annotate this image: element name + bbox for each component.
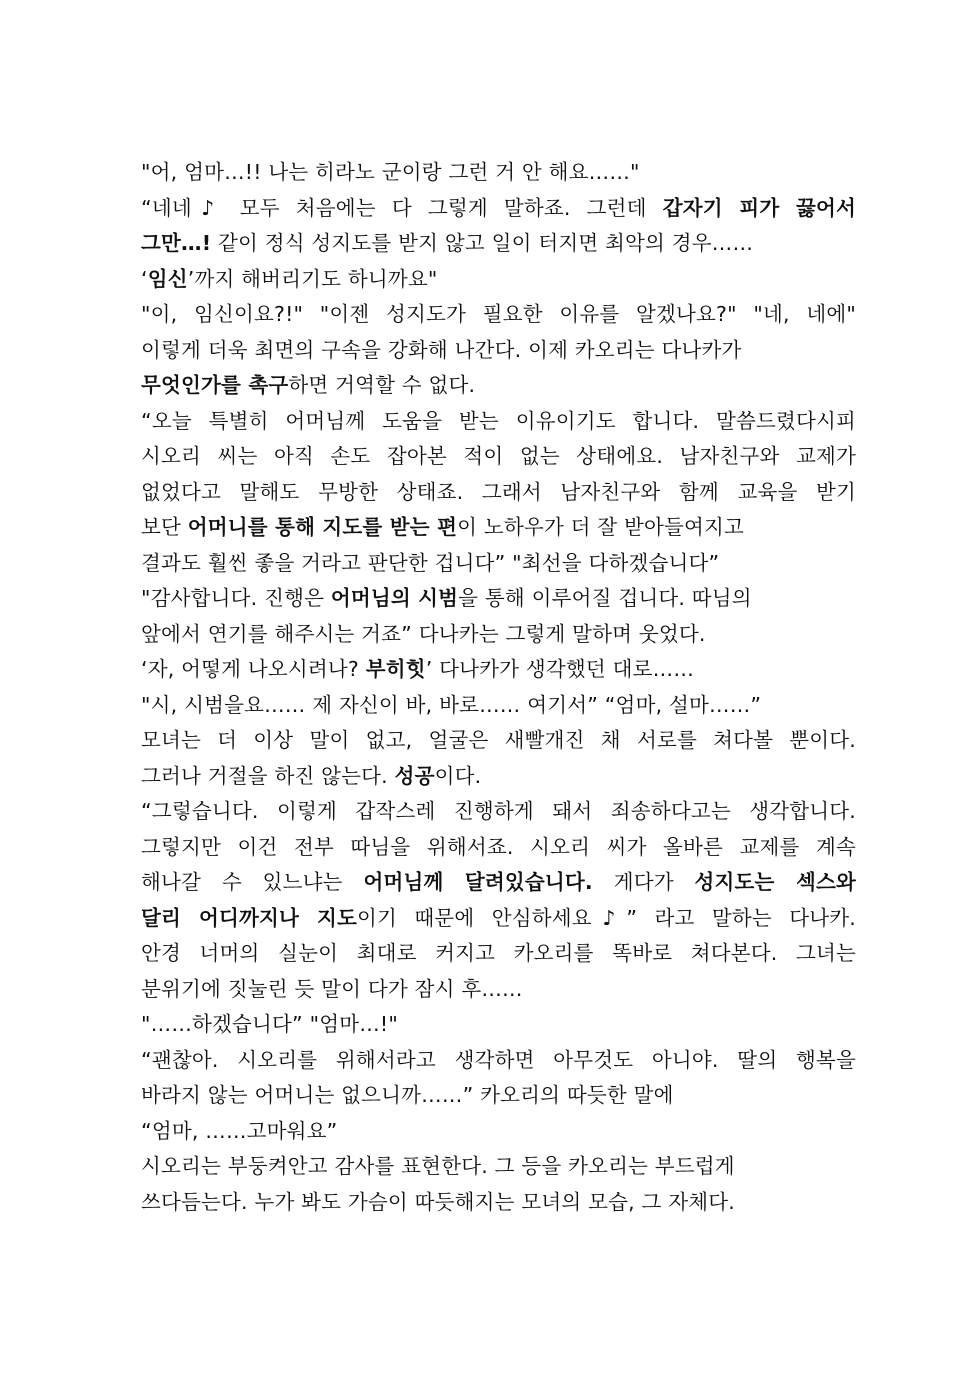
emphasis-text: 성지도는 섹스와 [694, 870, 856, 894]
emphasis-text: 무엇인가를 촉구 [141, 373, 289, 397]
text-line [141, 1149, 856, 1185]
text-line [141, 226, 856, 262]
text-segment: “오늘 특별히 어머님께 도움을 받는 이유이기도 합니다. 말씀드렸다시피 [141, 408, 856, 433]
text-segment: 그렇지만 이건 전부 따님을 위해서죠. 시오리 씨가 올바른 교제를 계속 [141, 834, 856, 859]
text-line [141, 617, 856, 653]
text-line [141, 475, 856, 511]
text-segment: 을 통해 이루어질 겁니다. 따님의 [458, 586, 752, 610]
text-segment: 바라지 않는 어머니는 없으니까……” 카오리의 따듯한 말에 [141, 1083, 674, 1107]
text-line [141, 652, 856, 688]
emphasis-text: 어머님의 시범 [330, 586, 459, 610]
text-segment: 해나갈 수 있느냐는 [141, 870, 364, 894]
text-line [141, 404, 856, 440]
text-line [141, 794, 856, 830]
text-line [141, 333, 856, 369]
text-segment: "어, 엄마…!! 나는 히라노 군이랑 그런 거 안 해요……" [141, 160, 640, 184]
text-segment: 이렇게 더욱 최면의 구속을 강화해 나간다. 이제 카오리는 다나카가 [141, 337, 742, 362]
text-segment: "……하겠습니다” "엄마…!" [141, 1012, 398, 1036]
emphasis-text: 갑자기 피가 끓어서 [662, 195, 856, 220]
text-segment: 결과도 훨씬 좋을 거라고 판단한 겁니다” "최선을 다하겠습니다” [141, 550, 720, 575]
text-line [141, 439, 856, 475]
text-segment: 이다. [434, 763, 482, 788]
text-line [141, 155, 856, 191]
text-segment: 모녀는 더 이상 말이 없고, 얼굴은 새빨개진 채 서로를 쳐다볼 뿐이다. [141, 728, 856, 752]
emphasis-text: 어머니를 통해 지도를 받는 편 [187, 515, 458, 539]
text-line [141, 936, 856, 972]
text-segment: 시오리 씨는 아직 손도 잡아본 적이 없는 상태에요. 남자친구와 교제가 [141, 444, 856, 468]
text-line [141, 901, 856, 937]
text-segment: ’ 다나카가 생각했던 대로…… [425, 657, 695, 681]
text-segment: 안경 너머의 실눈이 최대로 커지고 카오리를 똑바로 쳐다본다. 그녀는 [141, 941, 856, 965]
text-segment: 같이 정식 성지도를 받지 않고 일이 터지면 최악의 경우…… [211, 231, 754, 255]
text-line [141, 972, 856, 1008]
body-text [141, 155, 856, 1220]
text-segment: 없었다고 말해도 무방한 상태죠. 그래서 남자친구와 함께 교육을 받기 [141, 479, 856, 504]
text-segment: “엄마, ……고마워요” [141, 1118, 338, 1143]
text-segment: “괜찮아. 시오리를 위해서라고 생각하면 아무것도 아니야. 딸의 행복을 [141, 1047, 856, 1072]
text-segment: "시, 시범을요…… 제 자신이 바, 바로…… 여기서” “엄마, 설마……” [141, 692, 762, 717]
text-line [141, 1114, 856, 1150]
text-line [141, 191, 856, 227]
text-line [141, 297, 856, 333]
text-line [141, 510, 856, 546]
text-line [141, 1007, 856, 1043]
text-segment: 이기 때문에 안심하세요♪” 라고 말하는 다나카. [357, 905, 856, 930]
text-segment: 게다가 [592, 870, 695, 894]
text-line [141, 262, 856, 298]
text-segment: 쓰다듬는다. 누가 봐도 가슴이 따듯해지는 모녀의 모습, 그 자체다. [141, 1189, 735, 1214]
text-segment: ’까지 해버리기도 하니까요" [187, 266, 438, 291]
text-segment: 시오리는 부둥켜안고 감사를 표현한다. 그 등을 카오리는 부드럽게 [141, 1154, 735, 1178]
text-line [141, 759, 856, 795]
text-line [141, 865, 856, 901]
text-line [141, 581, 856, 617]
text-segment: “그렇습니다. 이렇게 갑작스레 진행하게 돼서 죄송하다고는 생각합니다. [141, 799, 856, 823]
emphasis-text: 부히힛 [365, 657, 426, 681]
emphasis-text: 어머님께 달려있습니다. [363, 870, 593, 894]
text-line [141, 723, 856, 759]
text-line [141, 1043, 856, 1079]
text-line [141, 1185, 856, 1221]
text-segment: 이 노하우가 더 잘 받아들여지고 [457, 515, 745, 539]
text-segment: 보단 [141, 515, 188, 539]
text-line [141, 368, 856, 404]
emphasis-text: 임신 [147, 266, 188, 291]
text-segment: "감사합니다. 진행은 [141, 586, 331, 610]
text-segment: “네네♪ 모두 처음에는 다 그렇게 말하죠. 그런데 [141, 195, 663, 220]
text-segment: 그러나 거절을 하진 않는다. [141, 763, 395, 788]
emphasis-text: 그만…! [141, 231, 212, 255]
text-line [141, 546, 856, 582]
emphasis-text: 달리 어디까지나 지도 [141, 905, 357, 930]
text-segment: ‘자, 어떻게 나오시려나? [141, 657, 366, 681]
text-segment: 앞에서 연기를 해주시는 거죠” 다나카는 그렇게 말하며 웃었다. [141, 621, 706, 646]
text-segment: ‘ [141, 266, 148, 291]
text-line [141, 830, 856, 866]
text-segment: 분위기에 짓눌린 듯 말이 다가 잠시 후…… [141, 976, 523, 1001]
emphasis-text: 성공 [394, 763, 435, 788]
text-segment: 하면 거역할 수 없다. [288, 373, 476, 397]
text-line [141, 688, 856, 724]
text-line [141, 1078, 856, 1114]
text-segment: "이, 임신이요?!" "이젠 성지도가 필요한 이유를 알겠나요?" "네, 네에" [141, 302, 856, 326]
